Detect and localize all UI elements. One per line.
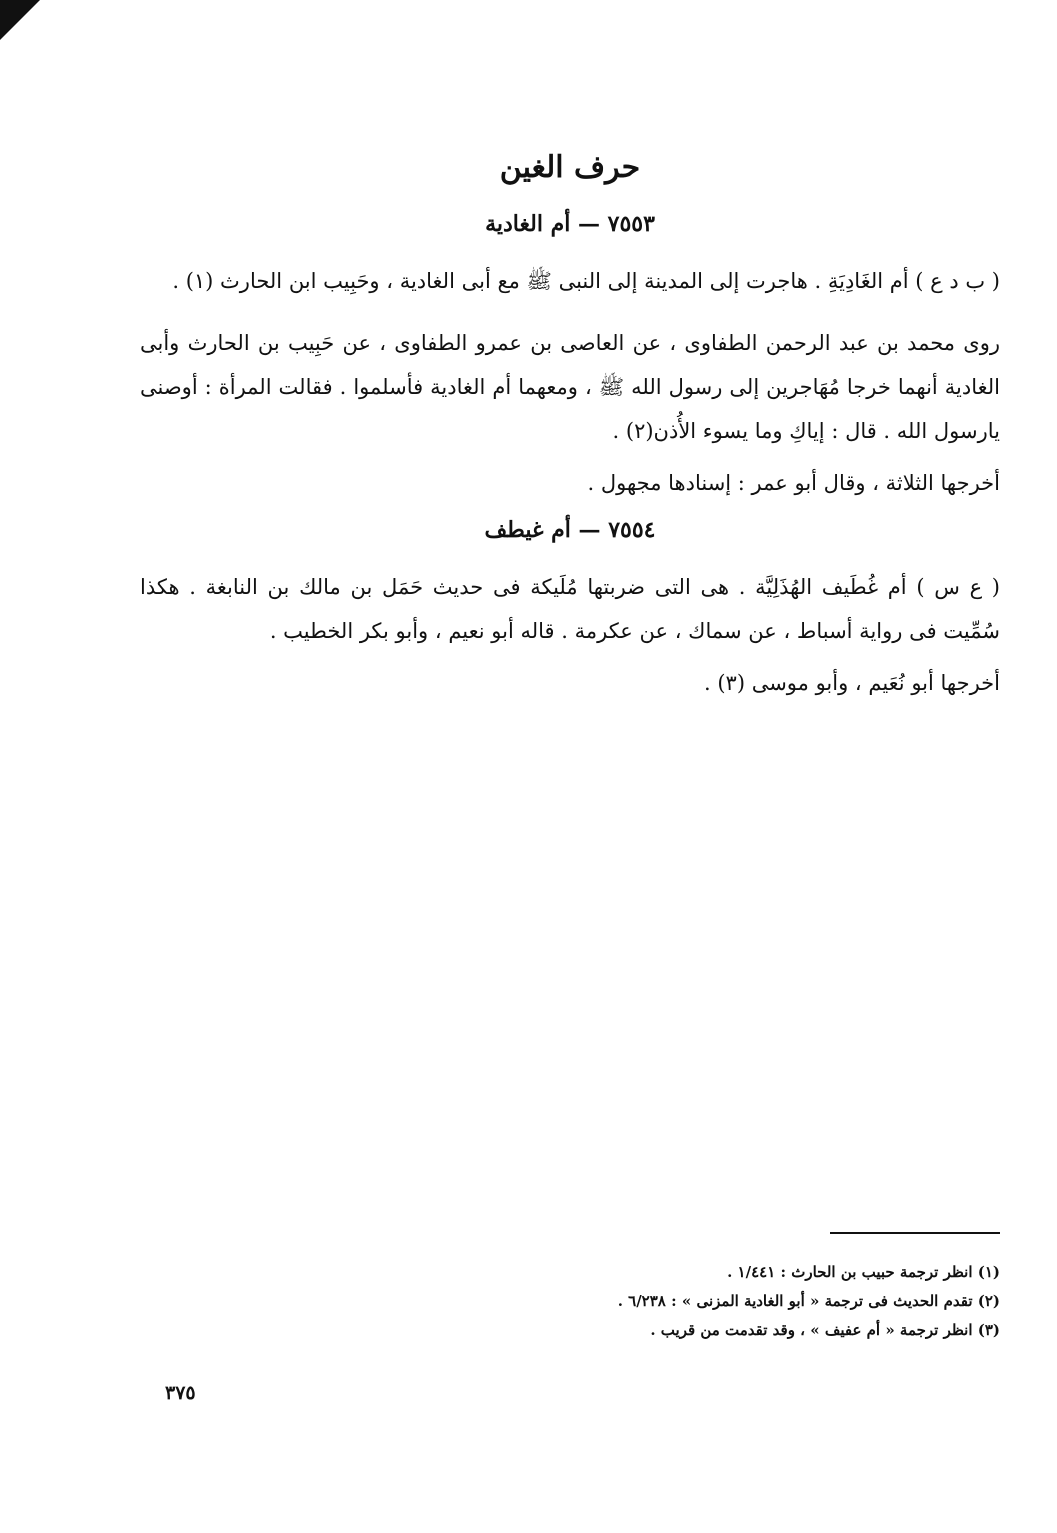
footnotes — [540, 1232, 1000, 1345]
footnote-divider — [830, 1232, 1000, 1234]
entry-paragraph: أخرجها أبو نُعَيم ، وأبو موسى (٣) . — [704, 671, 1000, 695]
footnote: (٢) تقدم الحديث فى ترجمة « أبو الغادية المزنى » : ٦/٢٣٨ . — [617, 1292, 1000, 1310]
page-number: ٣٧٥ — [165, 1382, 196, 1404]
entry-paragraph: روى محمد بن عبد الرحمن الطفاوى ، عن العاصى بن عمرو الطفاوى ، عن حَبِيب بن الحارث وأبى الغادية أنهما خرجا مُهَاجرين إلى رسول الله ﷺ ، ومعهما أم الغادية فأسلموا . فقالت المرأة : أوصنى يارسول الله . قال : إياكِ وما يسوء الأُذن(٢) . — [140, 331, 1000, 443]
entry-7554 — [140, 517, 1000, 705]
footnote: (١) انظر ترجمة حبيب بن الحارث : ١/٤٤١ . — [727, 1263, 1000, 1281]
entry-heading: ٧٥٥٤ — أم غيطف — [484, 517, 656, 543]
entry-paragraph: ( ع س ) أم غُطَيف الهُذَلِيَّة . هى التى ضربتها مُلَيكة فى حديث حَمَل بن مالك بن النابغة . هكذا سُمِّيت فى رواية أسباط ، عن سماك ، عن عكرمة . قاله أبو نعيم ، وأبو بكر الخطيب . — [140, 575, 1000, 643]
entry-7553 — [140, 211, 1000, 505]
entry-paragraph: أخرجها الثلاثة ، وقال أبو عمر : إسنادها مجهول . — [587, 471, 1000, 495]
scan-corner-mark — [0, 0, 40, 40]
entry-heading: ٧٥٥٣ — أم الغادية — [485, 211, 655, 237]
entry-paragraph: ( ب د ع ) أم الغَادِيَةِ . هاجرت إلى المدينة إلى النبى ﷺ مع أبى الغادية ، وحَبِيب ابن الحارث (١) . — [172, 269, 1000, 293]
section-title: حرف الغين — [499, 150, 641, 185]
footnote: (٣) انظر ترجمة « أم عفيف » ، وقد تقدمت من قريب . — [650, 1321, 1000, 1339]
page-body — [140, 150, 1000, 713]
